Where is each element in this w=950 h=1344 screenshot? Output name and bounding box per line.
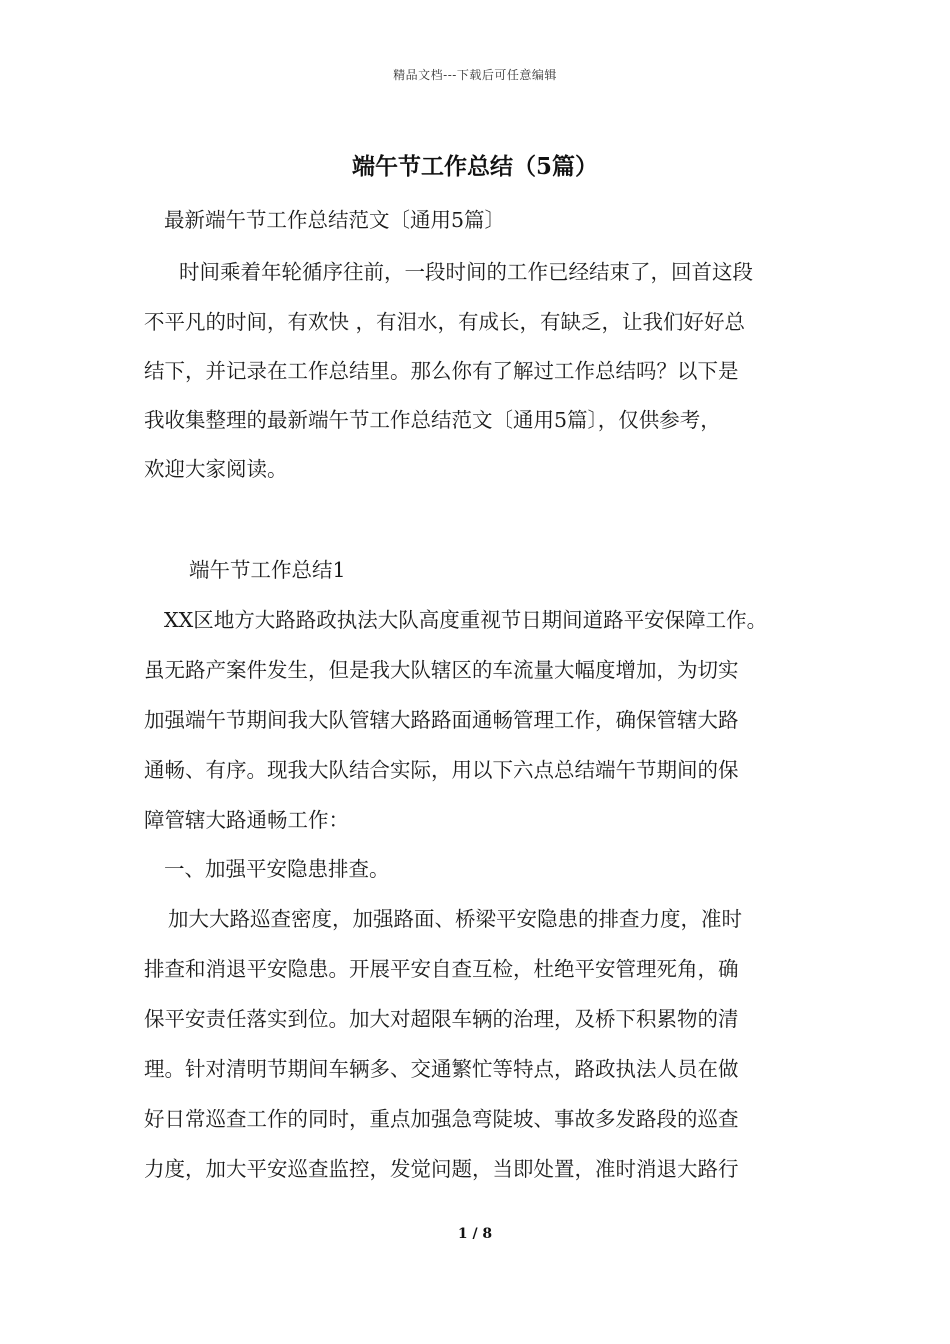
- paragraph-line: 加强端午节期间我大队管辖大路路面通畅管理工作，确保管辖大路: [144, 708, 739, 732]
- paragraph-line: 通畅、有序。现我大队结合实际，用以下六点总结端午节期间的保: [144, 758, 739, 782]
- paragraph-line: 虽无路产案件发生，但是我大队辖区的车流量大幅度增加，为切实: [144, 658, 739, 682]
- section-heading: 端午节工作总结1: [189, 558, 346, 582]
- page-indicator: 1 / 8: [457, 1226, 493, 1242]
- paragraph-line: XX区地方大路路政执法大队高度重视节日期间道路平安保障工作。: [164, 608, 768, 632]
- point-heading: 一、加强平安隐患排查。: [164, 857, 390, 881]
- paragraph-line: 好日常巡查工作的同时，重点加强急弯陡坡、事故多发路段的巡查: [144, 1107, 739, 1131]
- intro-line: 时间乘着年轮循序往前，一段时间的工作已经结束了，回首这段: [179, 260, 753, 284]
- paragraph-line: 排查和消退平安隐患。开展平安自查互检，杜绝平安管理死角，确: [144, 957, 739, 981]
- intro-line: 不平凡的时间，有欢快 ，有泪水，有成长，有缺乏，让我们好好总: [144, 310, 746, 334]
- intro-line: 欢迎大家阅读。: [144, 457, 288, 481]
- page-header: 精品文档---下载后可任意编辑: [393, 68, 557, 82]
- document-title: 端午节工作总结（5篇）: [351, 153, 598, 180]
- paragraph-line: 力度，加大平安巡查监控，发觉问题，当即处置，准时消退大路行: [144, 1157, 739, 1181]
- paragraph-line: 理。针对清明节期间车辆多、交通繁忙等特点，路政执法人员在做: [144, 1057, 739, 1081]
- intro-line: 结下，并记录在工作总结里。那么你有了解过工作总结吗？以下是: [144, 359, 739, 383]
- document-subtitle: 最新端午节工作总结范文〔通用5篇〕: [164, 208, 506, 232]
- paragraph-line: 保平安责任落实到位。加大对超限车辆的治理，及桥下积累物的清: [144, 1007, 739, 1031]
- paragraph-line: 加大大路巡查密度，加强路面、桥梁平安隐患的排查力度，准时: [168, 907, 742, 931]
- intro-line: 我收集整理的最新端午节工作总结范文〔通用5篇〕，仅供参考，: [144, 408, 721, 432]
- paragraph-line: 障管辖大路通畅工作：: [144, 808, 349, 832]
